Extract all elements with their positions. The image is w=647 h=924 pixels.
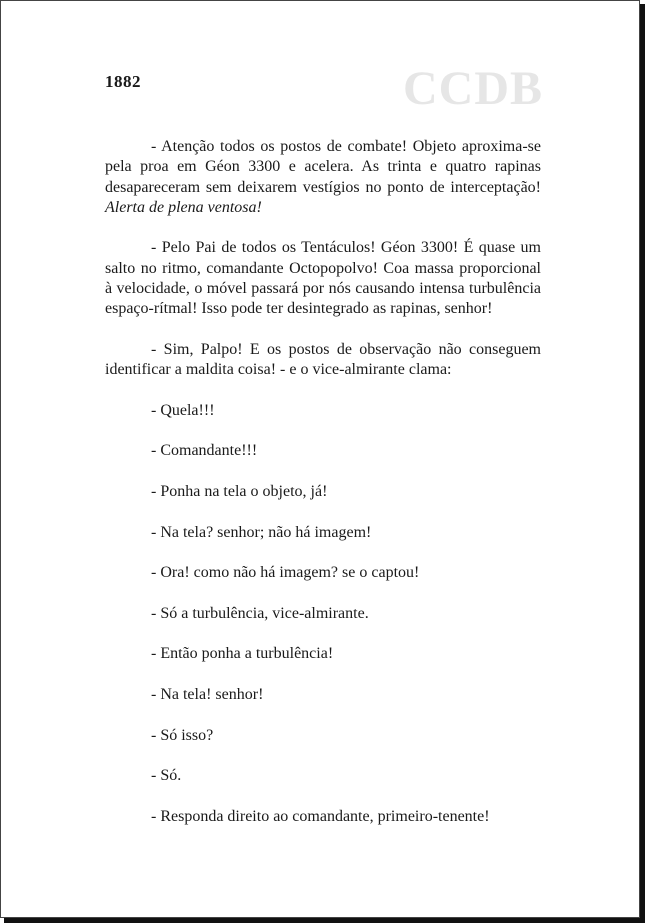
- dialogue-line: - Só isso?: [151, 726, 214, 744]
- paragraph: [105, 137, 541, 218]
- paragraph-text: - Sim, Palpo! E os postos de observação não conseguem identificar a maldita coisa! - e o vice-almirante clama:: [105, 340, 541, 379]
- paragraph: [105, 238, 541, 319]
- page-shadow-right: [640, 4, 645, 922]
- dialogue-line: - Na tela! senhor!: [151, 686, 264, 704]
- dialogue-line: - Só a turbulência, vice-almirante.: [151, 604, 369, 622]
- paragraph-text: - Atenção todos os postos de combate! Objeto aproxima-se pela proa em Géon 3300 e acelera. As trinta e quatro rapinas desapareceram sem deixarem vestígios no ponto de interceptação!: [105, 138, 541, 196]
- dialogue-line: - Na tela? senhor; não há imagem!: [151, 523, 372, 541]
- watermark-logo: CCDB: [403, 62, 544, 115]
- body-text: [105, 137, 541, 847]
- dialogue-line: - Então ponha a turbulência!: [151, 645, 334, 663]
- page-shadow-bottom: [4, 918, 645, 923]
- dialogue-line: - Ora! como não há imagem? se o captou!: [151, 564, 420, 582]
- dialogue-line: - Quela!!!: [151, 401, 215, 419]
- dialogue-line: - Só.: [151, 767, 182, 785]
- page-number: 1882: [105, 72, 141, 91]
- dialogue-line: - Ponha na tela o objeto, já!: [151, 483, 328, 501]
- dialogue-line: - Responda direito ao comandante, primeiro-tenente!: [151, 807, 490, 825]
- dialogue-line: - Comandante!!!: [151, 442, 258, 460]
- paragraph-italic-text: Alerta de plena ventosa!: [105, 198, 262, 216]
- paragraph-text: - Pelo Pai de todos os Tentáculos! Géon 3300! É quase um salto no ritmo, comandante Octopopolvo! Coa massa proporcional à velocidade, o móvel passará por nós causando intensa turbulência espaço-rítmal! Isso pode ter desintegrado as rapinas, senhor!: [105, 239, 541, 318]
- paragraph: [105, 340, 541, 381]
